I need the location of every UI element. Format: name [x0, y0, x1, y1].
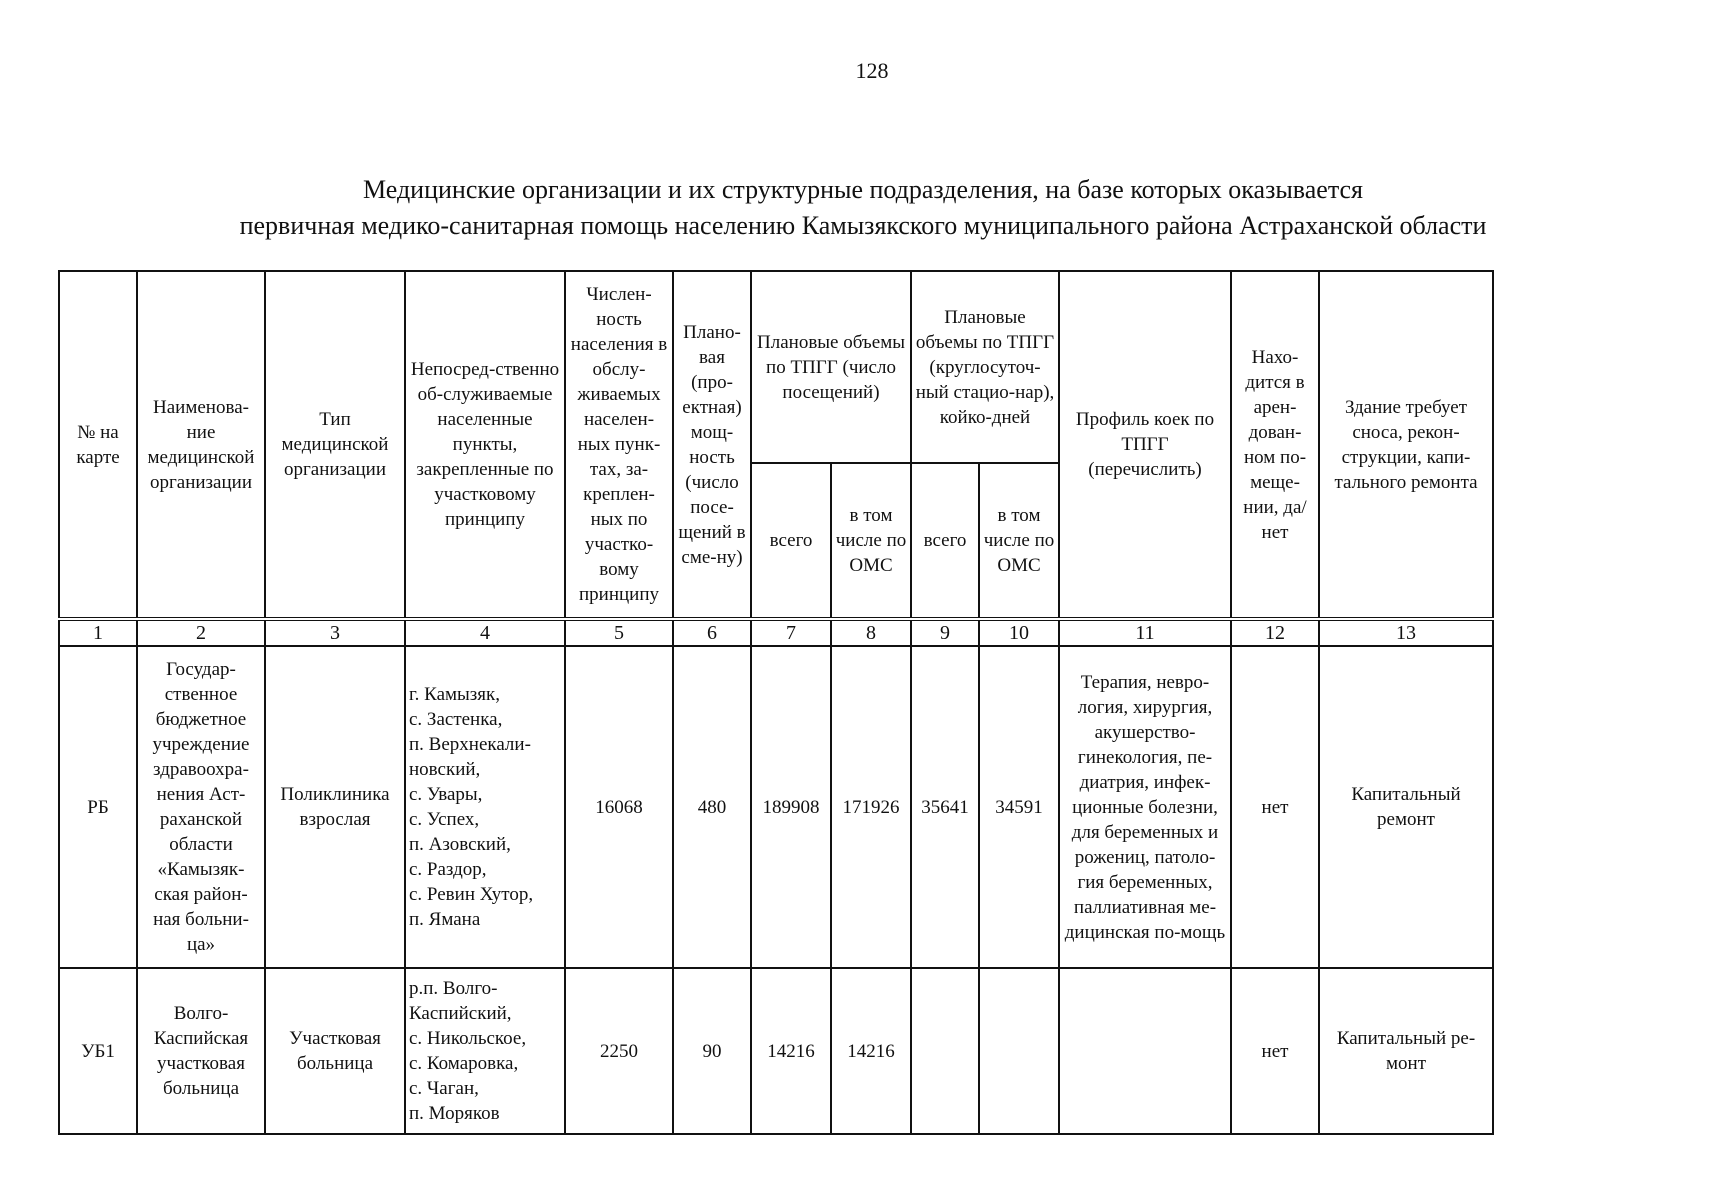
header-building: Здание требует сноса, рекон-струкции, капи-тального ремонта: [1319, 271, 1493, 619]
cell-visits-oms: 171926: [831, 646, 911, 968]
header-group-beddays: Плановые объемы по ТПГГ (круглосуточ-ный стацио-нар), койко-дней: [911, 271, 1059, 463]
cell-rented: нет: [1231, 646, 1319, 968]
column-number: 8: [831, 619, 911, 646]
column-number: 12: [1231, 619, 1319, 646]
column-number-row: [59, 619, 1493, 646]
column-number: 10: [979, 619, 1059, 646]
header-visits-oms: в том числе по ОМС: [831, 463, 911, 619]
title-line-1: Медицинские организации и их структурные подразделения, на базе которых оказывается: [362, 175, 1363, 204]
header-beddays-oms: в том числе по ОМС: [979, 463, 1059, 619]
header-visits-total: всего: [751, 463, 831, 619]
cell-capacity: 90: [673, 968, 751, 1134]
cell-beddays-total: [911, 968, 979, 1134]
cell-settlements: г. Камызяк, с. Застенка, п. Верхнекали-новский, с. Увары, с. Успех, п. Азовский, с. Раздор, с. Ревин Хутор, п. Ямана: [405, 646, 565, 968]
column-number: 6: [673, 619, 751, 646]
cell-rented: нет: [1231, 968, 1319, 1134]
header-capacity: Плано-вая (про-ектная) мощ-ность (число посе-щений в сме-ну): [673, 271, 751, 619]
column-number: 3: [265, 619, 405, 646]
header-settlements: Непосред-ственно об-служиваемые населенные пункты, закрепленные по участковому принципу: [405, 271, 565, 619]
cell-visits-total: 189908: [751, 646, 831, 968]
column-number: 11: [1059, 619, 1231, 646]
cell-bed-profile: [1059, 968, 1231, 1134]
header-rented: Нахо-дится в арен-дован-ном по-меще-нии, да/нет: [1231, 271, 1319, 619]
column-number: 5: [565, 619, 673, 646]
header-population: Числен-ность населения в обслу-живаемых населен-ных пунк-тах, за-креплен-ных по участко-вому принципу: [565, 271, 673, 619]
cell-population: 2250: [565, 968, 673, 1134]
organizations-table: [58, 270, 1494, 1135]
header-bed-profile: Профиль коек по ТПГГ (перечислить): [1059, 271, 1231, 619]
cell-building: Капитальный ремонт: [1319, 646, 1493, 968]
column-number: 7: [751, 619, 831, 646]
header-org-type: Тип медицинской организации: [265, 271, 405, 619]
cell-beddays-oms: [979, 968, 1059, 1134]
cell-beddays-oms: 34591: [979, 646, 1059, 968]
cell-population: 16068: [565, 646, 673, 968]
column-number: 9: [911, 619, 979, 646]
header-map-number: № на карте: [59, 271, 137, 619]
header-group-visits: Плановые объемы по ТПГГ (число посещений): [751, 271, 911, 463]
cell-org-type: Участковая больница: [265, 968, 405, 1134]
cell-bed-profile: Терапия, невро-логия, хирургия, акушерство-гинекология, пе-диатрия, инфек-ционные болезни, для беременных и рожениц, патоло-гия беременных, паллиативная ме-дицинская по-мощь: [1059, 646, 1231, 968]
header-beddays-total: всего: [911, 463, 979, 619]
document-title: [0, 172, 1726, 244]
cell-building: Капитальный ре-монт: [1319, 968, 1493, 1134]
table-row: [59, 968, 1493, 1134]
page-number: 128: [855, 58, 889, 83]
cell-visits-total: 14216: [751, 968, 831, 1134]
cell-map-number: УБ1: [59, 968, 137, 1134]
column-number: 1: [59, 619, 137, 646]
cell-settlements: р.п. Волго-Каспийский, с. Никольское, с. Комаровка, с. Чаган, п. Моряков: [405, 968, 565, 1134]
header-row-1: [59, 271, 1493, 463]
cell-org-name: Государ-ственное бюджетное учреждение здравоохра-нения Аст-раханской области «Камызяк-ская район-ная больни-ца»: [137, 646, 265, 968]
table-row: [59, 646, 1493, 968]
column-number: 4: [405, 619, 565, 646]
title-line-2: первичная медико-санитарная помощь населению Камызякского муниципального района Астраханской области: [239, 211, 1487, 240]
cell-map-number: РБ: [59, 646, 137, 968]
cell-visits-oms: 14216: [831, 968, 911, 1134]
cell-beddays-total: 35641: [911, 646, 979, 968]
header-org-name: Наименова-ние медицинской организации: [137, 271, 265, 619]
cell-org-type: Поликлиника взрослая: [265, 646, 405, 968]
column-number: 2: [137, 619, 265, 646]
cell-capacity: 480: [673, 646, 751, 968]
cell-org-name: Волго-Каспийская участковая больница: [137, 968, 265, 1134]
column-number: 13: [1319, 619, 1493, 646]
